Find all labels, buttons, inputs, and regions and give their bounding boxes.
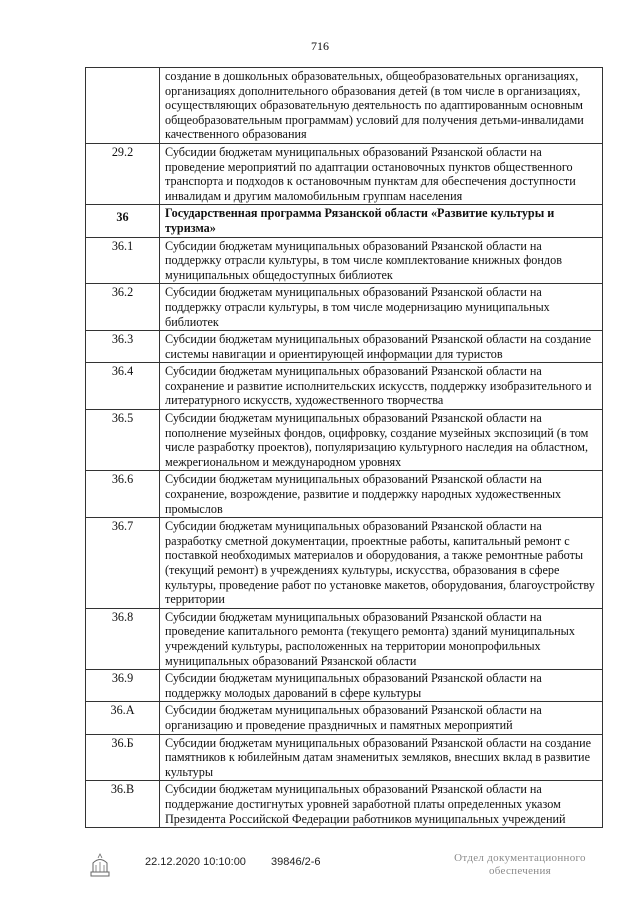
row-description: Субсидии бюджетам муниципальных образований Рязанской области на организацию и проведение праздничных и памятных мероприятий — [160, 702, 603, 734]
row-number: 36.5 — [86, 410, 160, 471]
row-number: 36.4 — [86, 363, 160, 410]
row-description: Субсидии бюджетам муниципальных образований Рязанской области на сохранение и развитие исполнительских искусств, поддержку изобразительного и литературного искусств, художественного творчества — [160, 363, 603, 410]
row-description: Субсидии бюджетам муниципальных образований Рязанской области на создание памятников к юбилейным датам знаменитых земляков, внесших вклад в развитие культуры — [160, 734, 603, 781]
row-number: 36.1 — [86, 237, 160, 284]
table-row — [86, 237, 603, 284]
row-number: 36.В — [86, 781, 160, 828]
table-row — [86, 702, 603, 734]
table-row — [86, 781, 603, 828]
footer-date: 22.12.2020 10:10:00 — [145, 856, 246, 868]
department-stamp: Отдел документационного обеспечения — [454, 852, 586, 877]
program-heading-row — [86, 205, 603, 237]
table-row — [86, 143, 603, 204]
table-row — [86, 471, 603, 518]
table-row — [86, 734, 603, 781]
row-description: Субсидии бюджетам муниципальных образований Рязанской области на проведение мероприятий по адаптации остановочных пунктов общественного транспорта и подходов к остановочным пунктам для обеспечения доступности инвалидам и другим маломобильным группам населения — [160, 143, 603, 204]
subsidy-table — [85, 67, 603, 828]
table-row — [86, 363, 603, 410]
program-title: Государственная программа Рязанской области «Развитие культуры и туризма» — [160, 205, 603, 237]
page-footer — [85, 850, 615, 890]
row-description: Субсидии бюджетам муниципальных образований Рязанской области на проведение капитального ремонта (текущего ремонта) зданий муниципальных учреждений культуры, расположенных на территории монопрофильных муниципальных образований Рязанской области — [160, 608, 603, 669]
row-description: Субсидии бюджетам муниципальных образований Рязанской области на создание системы навигации и ориентирующей информации для туристов — [160, 331, 603, 363]
table-row — [86, 608, 603, 669]
row-number — [86, 68, 160, 144]
row-number: 36.3 — [86, 331, 160, 363]
row-number: 36.А — [86, 702, 160, 734]
table-row — [86, 331, 603, 363]
row-number: 36 — [86, 205, 160, 237]
row-description: Субсидии бюджетам муниципальных образований Рязанской области на поддержку отрасли культуры, в том числе комплектование книжных фондов муниципальных общедоступных библиотек — [160, 237, 603, 284]
row-number: 36.7 — [86, 518, 160, 609]
row-number: 36.Б — [86, 734, 160, 781]
row-number: 36.9 — [86, 670, 160, 702]
table-row — [86, 670, 603, 702]
row-description: Субсидии бюджетам муниципальных образований Рязанской области на разработку сметной документации, проектные работы, капитальный ремонт с поставкой необходимых материалов и оборудования, а также ремонтные работы (текущий ремонт) в учреждениях культуры, искусства, образования в сфере культуры, проведение работ по установке макетов, оборудования, благоустройству территории — [160, 518, 603, 609]
page-number: 716 — [311, 39, 329, 53]
row-description: Субсидии бюджетам муниципальных образований Рязанской области на поддержку отрасли культуры, в том числе модернизацию муниципальных библиотек — [160, 284, 603, 331]
row-description: Субсидии бюджетам муниципальных образований Рязанской области на сохранение, возрождение, развитие и поддержку народных художественных промыслов — [160, 471, 603, 518]
row-description: создание в дошкольных образовательных, общеобразовательных организациях, организациях дополнительного образования детей (в том числе в организациях, осуществляющих образовательную деятельность по адаптированным основным общеобразовательным программам) условий для получения детьми-инвалидами качественного образования — [160, 68, 603, 144]
row-number: 36.2 — [86, 284, 160, 331]
footer-doc-number: 39846/2-6 — [271, 856, 321, 868]
row-number: 36.6 — [86, 471, 160, 518]
table-row — [86, 284, 603, 331]
row-number: 29.2 — [86, 143, 160, 204]
row-description: Субсидии бюджетам муниципальных образований Рязанской области на поддержку молодых дарований в сфере культуры — [160, 670, 603, 702]
table-row — [86, 68, 603, 144]
row-description: Субсидии бюджетам муниципальных образований Рязанской области на поддержание достигнутых уровней заработной платы определенных указом Президента Российской Федерации работников муниципальных учреждений — [160, 781, 603, 828]
table-row — [86, 410, 603, 471]
row-number: 36.8 — [86, 608, 160, 669]
row-description: Субсидии бюджетам муниципальных образований Рязанской области на пополнение музейных фондов, оцифровку, создание музейных экспозиций (в том числе разработку проектов), популяризацию культурного наследия на областном, межрегиональном и международном уровнях — [160, 410, 603, 471]
coat-of-arms-icon — [85, 850, 115, 880]
table-row — [86, 518, 603, 609]
